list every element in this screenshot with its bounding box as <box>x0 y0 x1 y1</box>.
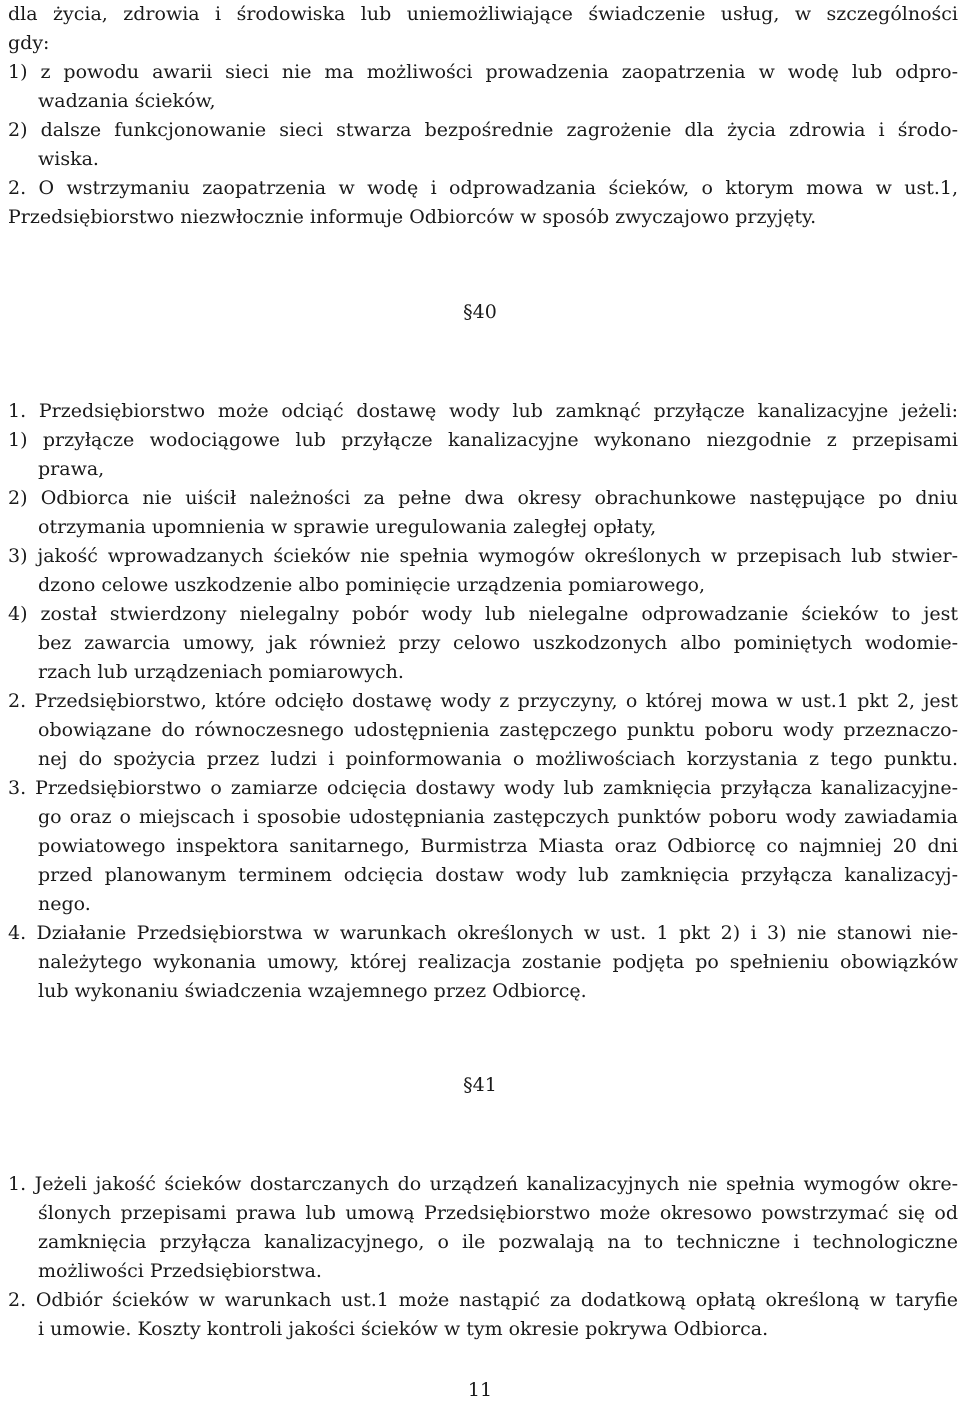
text-line: powiatowego inspektora sanitarnego, Burmistrza Miasta oraz Odbiorcę co najmniej 20 dni <box>38 835 958 857</box>
text-line: wadzania ścieków, <box>38 90 216 112</box>
text-line: 4) został stwierdzony nielegalny pobór wody lub nielegalne odprowadzanie ścieków to jest <box>8 603 958 625</box>
top-paragraph-block <box>8 0 958 232</box>
text-line: 1. Jeżeli jakość ścieków dostarczanych do urządzeń kanalizacyjnych nie spełnia wymogów okre- <box>8 1173 958 1195</box>
text-line: bez zawarcia umowy, jak również przy celowo uszkodzonych albo pominiętych wodomie- <box>38 632 958 654</box>
text-line: 1) przyłącze wodociągowe lub przyłącze kanalizacyjne wykonano niezgodnie z przepisami <box>8 429 958 451</box>
page-number: 11 <box>467 1379 493 1401</box>
text-line: możliwości Przedsiębiorstwa. <box>38 1260 322 1282</box>
text-line: 4. Działanie Przedsiębiorstwa w warunkach określonych w ust. 1 pkt 2) i 3) nie stanowi nie- <box>8 922 958 944</box>
section-heading-41: §41 <box>463 1074 497 1096</box>
section-40-body <box>8 397 958 1006</box>
text-line: 2) Odbiorca nie uiścił należności za pełne dwa okresy obrachunkowe następujące po dniu <box>8 487 958 509</box>
text-line: 2. Przedsiębiorstwo, które odcięło dostawę wody z przyczyny, o której mowa w ust.1 pkt 2, jest <box>8 690 958 712</box>
text-line: Przedsiębiorstwo niezwłocznie informuje Odbiorców w sposób zwyczajowo przyjęty. <box>8 206 817 228</box>
text-line: 3) jakość wprowadzanych ścieków nie spełnia wymogów określonych w przepisach lub stwier- <box>8 545 958 567</box>
section-41-body <box>8 1170 958 1344</box>
text-line: obowiązane do równoczesnego udostępnienia zastępczego punktu poboru wody przeznaczo- <box>38 719 958 741</box>
text-line: wiska. <box>38 148 99 170</box>
text-line: prawa, <box>38 458 105 480</box>
text-line: i umowie. Koszty kontroli jakości ścieków w tym okresie pokrywa Odbiorca. <box>38 1318 769 1340</box>
text-line: 1. Przedsiębiorstwo może odciąć dostawę wody lub zamknąć przyłącze kanalizacyjne jeżeli: <box>8 400 958 422</box>
text-line: lub wykonaniu świadczenia wzajemnego przez Odbiorcę. <box>38 980 587 1002</box>
text-line: zamknięcia przyłącza kanalizacyjnego, o ile pozwalają na to techniczne i technologiczne <box>38 1231 958 1253</box>
text-line: otrzymania upomnienia w sprawie uregulowania zaległej opłaty, <box>38 516 657 538</box>
text-line: 2. O wstrzymaniu zaopatrzenia w wodę i odprowadzania ścieków, o ktorym mowa w ust.1, <box>8 177 958 199</box>
text-line: rzach lub urządzeniach pomiarowych. <box>38 661 404 683</box>
text-line: dla życia, zdrowia i środowiska lub uniemożliwiające świadczenie usług, w szczególności <box>8 3 958 25</box>
text-line: należytego wykonania umowy, której realizacja zostanie podjęta po spełnieniu obowiązków <box>38 951 958 973</box>
text-line: 3. Przedsiębiorstwo o zamiarze odcięcia dostawy wody lub zamknięcia przyłącza kanalizacyjne- <box>8 777 958 799</box>
text-line: dzono celowe uszkodzenie albo pominięcie urządzenia pomiarowego, <box>38 574 705 596</box>
text-line: 2) dalsze funkcjonowanie sieci stwarza bezpośrednie zagrożenie dla życia zdrowia i środo- <box>8 119 958 141</box>
text-line: gdy: <box>8 32 50 54</box>
text-line: nej do spożycia przez ludzi i poinformowania o możliwościach korzystania z tego punktu. <box>38 748 958 770</box>
text-line: nego. <box>38 893 91 915</box>
text-line: 2. Odbiór ścieków w warunkach ust.1 może nastąpić za dodatkową opłatą określoną w taryfie <box>8 1289 958 1311</box>
text-line: przed planowanym terminem odcięcia dostaw wody lub zamknięcia przyłącza kanalizacyj- <box>38 864 958 886</box>
text-line: ślonych przepisami prawa lub umową Przedsiębiorstwo może okresowo powstrzymać się od <box>38 1202 958 1224</box>
text-line: go oraz o miejscach i sposobie udostępniania zastępczych punktów poboru wody zawiadamia <box>38 806 958 828</box>
text-line: 1) z powodu awarii sieci nie ma możliwości prowadzenia zaopatrzenia w wodę lub odpro- <box>8 61 958 83</box>
section-heading-40: §40 <box>463 301 497 323</box>
